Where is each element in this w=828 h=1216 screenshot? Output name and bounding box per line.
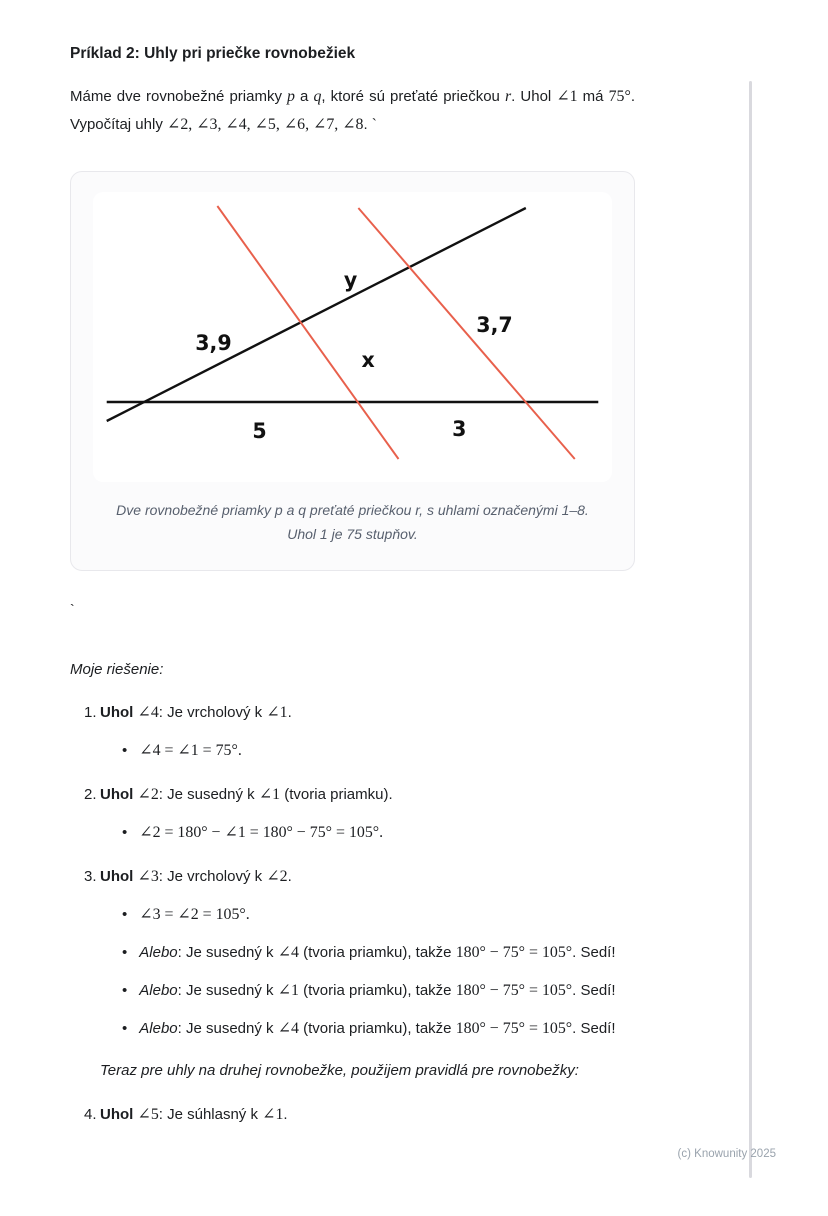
item-text: (tvoria priamku). — [280, 786, 393, 803]
problem-text: , ktoré sú preťaté priečkou — [321, 88, 505, 105]
item-number: 4. — [84, 1106, 97, 1123]
math-angle: ∠2 — [137, 786, 159, 803]
math-angle: ∠1 — [277, 982, 299, 999]
bullet-item — [122, 1018, 635, 1040]
item-text: . — [287, 704, 292, 721]
alebo-italic: Alebo — [139, 982, 178, 999]
item-body — [100, 702, 635, 762]
copyright-watermark: (c) Knowunity 2025 — [677, 1148, 776, 1160]
list-item — [84, 866, 635, 1082]
problem-text: má — [577, 88, 609, 105]
item-body — [100, 1104, 635, 1126]
math-angle: ∠5 — [137, 1106, 159, 1123]
item-lead-bold: Uhol — [100, 786, 138, 803]
math-equation: • ∠4 = ∠1 = 75°. — [139, 742, 242, 759]
bullet-text — [139, 1018, 615, 1040]
problem-text: . Uhol — [511, 88, 557, 105]
math-angle: ∠1 — [258, 786, 281, 803]
item-text: . — [283, 1106, 288, 1123]
math-angle: ∠4 — [277, 944, 299, 961]
math-equation: • ∠3 = ∠2 = 105°. — [139, 906, 250, 923]
label-y: y — [343, 267, 358, 293]
bullet-text: : Je susedný k — [177, 1020, 278, 1037]
figure-card — [70, 171, 635, 571]
math-angle-1: ∠1 — [556, 88, 578, 105]
math-var-q: q — [313, 88, 322, 105]
math-angle: ∠2 — [266, 868, 288, 885]
problem-text: a — [294, 88, 314, 105]
figure-caption — [93, 498, 612, 546]
bullet-item — [122, 740, 635, 762]
item-lead-bold: Uhol — [100, 704, 138, 721]
solution-list — [70, 702, 635, 1126]
parallel-line-q — [358, 208, 574, 459]
math-angle: ∠4 — [277, 1020, 299, 1037]
item-text: . — [287, 868, 292, 885]
alebo-italic: Alebo — [139, 944, 178, 961]
bullet-text — [139, 980, 615, 1002]
diagram-svg — [93, 192, 612, 482]
label-3-9: 3,9 — [195, 330, 232, 356]
bullet-text: (tvoria priamku), takže — [298, 1020, 456, 1037]
bullet-item — [122, 980, 635, 1002]
scrollbar-thumb[interactable] — [749, 81, 752, 1178]
page-title: Príklad 2: Uhly pri priečke rovnobežiek — [70, 45, 356, 62]
item-lead — [100, 1104, 635, 1126]
item-text: : Je vrcholový k — [158, 704, 267, 721]
caption-line-1: Dve rovnobežné priamky p a q preťaté priečkou r, s uhlami označenými 1–8. — [116, 502, 589, 518]
item-lead — [100, 702, 635, 724]
item-number: 3. — [84, 868, 97, 885]
item-text: : Je súhlasný k — [158, 1106, 263, 1123]
label-x: x — [361, 347, 375, 373]
math-angle: ∠3 — [137, 868, 159, 885]
math-equation: • ∠2 = 180° − ∠1 = 180° − 75° = 105°. — [139, 824, 384, 841]
label-3: 3 — [452, 416, 467, 442]
bullet-text: : Je susedný k — [177, 982, 278, 999]
transition-note: Teraz pre uhly na druhej rovnobežke, použijem pravidlá pre rovnobežky: — [100, 1062, 579, 1079]
bullet-item — [122, 904, 635, 926]
item-text: : Je vrcholový k — [158, 868, 267, 885]
item-lead — [100, 784, 635, 806]
math-angle: ∠1 — [266, 704, 288, 721]
math-angle-list: ∠2, ∠3, ∠4, ∠5, ∠6, ∠7, ∠8 — [167, 116, 364, 133]
bullet-text: (tvoria priamku), takže — [298, 944, 456, 961]
parallel-line-p — [217, 206, 398, 459]
item-number: 1. — [84, 704, 97, 721]
bullet-text — [139, 942, 615, 964]
caption-line-2: Uhol 1 je 75 stupňov. — [287, 526, 418, 542]
document-content — [70, 45, 635, 1126]
math-equation: 180° − 75° = 105° — [455, 982, 573, 999]
math-equation: 180° − 75° = 105° — [455, 1020, 573, 1037]
problem-text: . Vypočítaj uhly — [70, 88, 635, 133]
bullet-text: (tvoria priamku), takže — [298, 982, 456, 999]
bullet-text: . Sedí! — [572, 944, 616, 961]
alebo-italic: Alebo — [139, 1020, 178, 1037]
list-item — [84, 702, 635, 762]
problem-text: . ` — [363, 116, 377, 133]
solution-intro: Moje riešenie: — [70, 661, 164, 678]
list-item — [84, 784, 635, 844]
item-lead-bold: Uhol — [100, 1106, 138, 1123]
geometry-diagram — [93, 192, 612, 482]
bullet-text: : Je susedný k — [177, 944, 278, 961]
math-angle: ∠1 — [262, 1106, 284, 1123]
bullet-item — [122, 942, 635, 964]
label-3-7: 3,7 — [476, 312, 513, 338]
transversal-line — [107, 208, 526, 421]
math-var-r: r — [504, 88, 512, 105]
math-75-deg: 75° — [608, 88, 631, 105]
item-body — [100, 866, 635, 1082]
bullet-item — [122, 822, 635, 844]
item-body — [100, 784, 635, 844]
item-lead-bold: Uhol — [100, 868, 138, 885]
problem-statement — [70, 83, 635, 139]
item-lead — [100, 866, 635, 888]
list-item — [84, 1104, 635, 1126]
item-text: : Je susedný k — [158, 786, 259, 803]
label-5: 5 — [252, 418, 267, 444]
math-var-p: p — [287, 88, 295, 105]
bullet-text: . Sedí! — [572, 1020, 616, 1037]
math-angle: ∠4 — [137, 704, 159, 721]
math-equation: 180° − 75° = 105° — [455, 944, 573, 961]
problem-text: Máme dve rovnobežné priamky — [70, 88, 288, 105]
bullet-text: . Sedí! — [572, 982, 616, 999]
item-number: 2. — [84, 786, 97, 803]
stray-backtick: ` — [70, 601, 75, 617]
